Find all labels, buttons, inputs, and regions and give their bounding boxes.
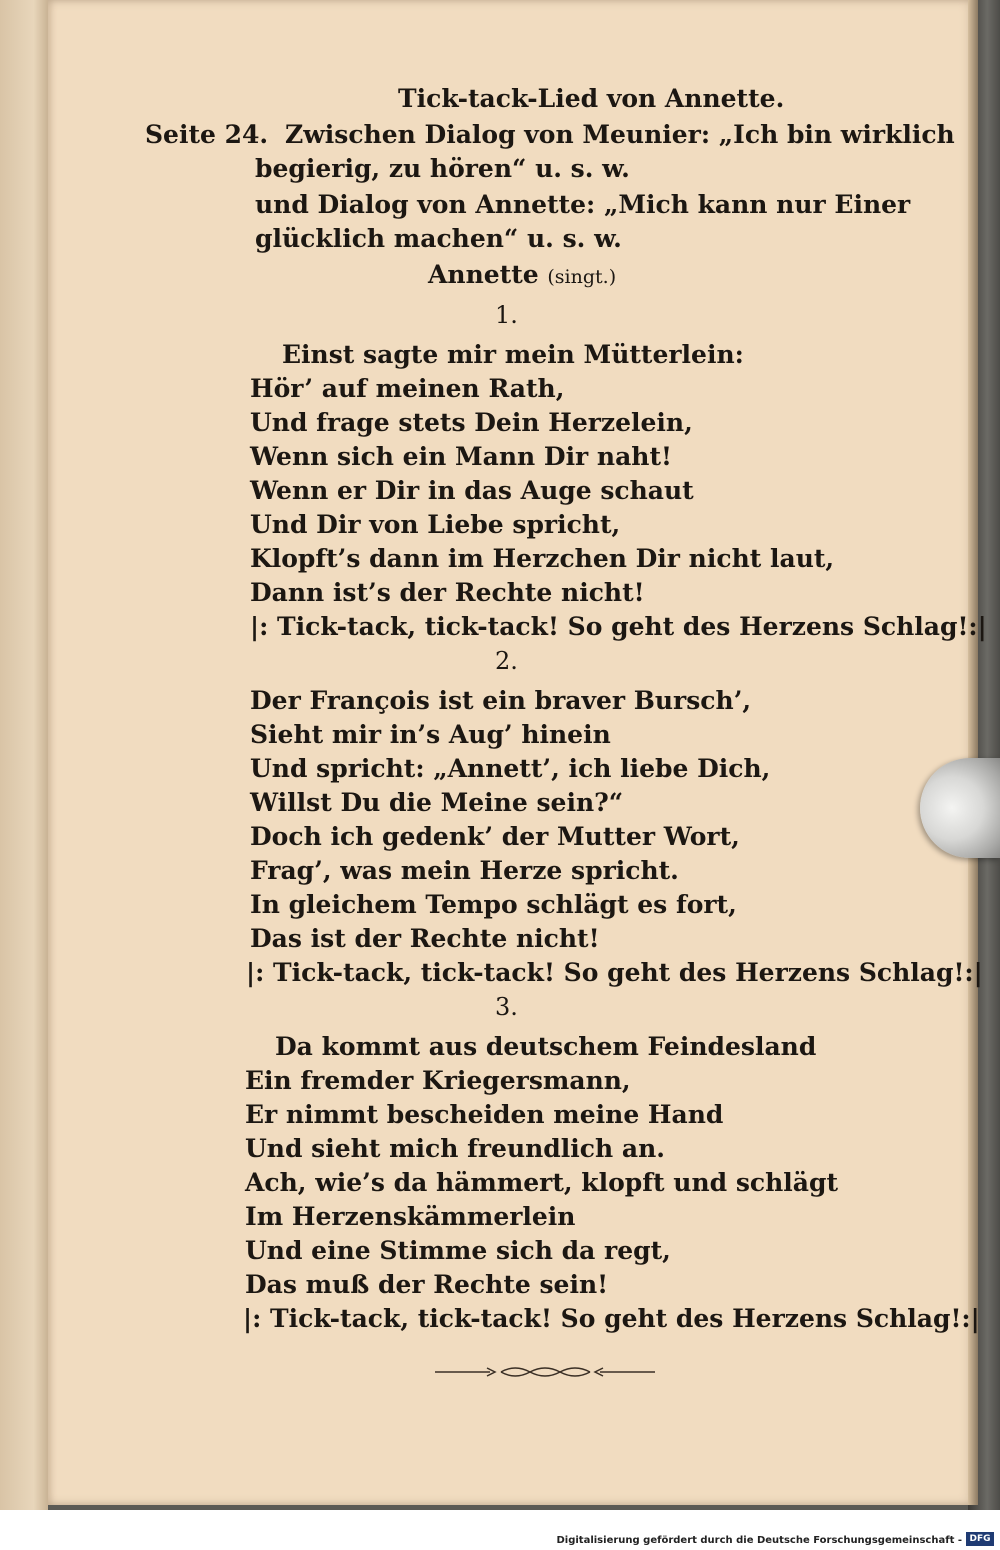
verse-line: Und Dir von Liebe spricht, — [250, 510, 621, 539]
stanza-number: 3. — [495, 993, 518, 1021]
verse-line: Und sieht mich freundlich an. — [245, 1134, 665, 1163]
verse-line: Klopft’s dann im Herzchen Dir nicht laut, — [250, 544, 835, 573]
left-page-edge — [0, 0, 48, 1510]
reference-line-2: begierig, zu hören“ u. s. w. — [255, 154, 630, 183]
verse-line: Und spricht: „Annett’, ich liebe Dich, — [250, 754, 771, 783]
stanza-number: 2. — [495, 647, 518, 675]
verse-line: Das muß der Rechte sein! — [245, 1270, 609, 1299]
verse-line: Und frage stets Dein Herzelein, — [250, 408, 693, 437]
verse-line: Dann ist’s der Rechte nicht! — [250, 578, 645, 607]
page-title: Tick-tack-Lied von Annette. — [398, 84, 785, 113]
verse-line: Frag’, was mein Herze spricht. — [250, 856, 679, 885]
footer-credit: Digitalisierung gefördert durch die Deutsche Forschungsgemeinschaft - — [556, 1535, 962, 1546]
reference-line-3: und Dialog von Annette: „Mich kann nur Einer — [255, 190, 911, 219]
verse-line: Einst sagte mir mein Mütterlein: — [282, 340, 744, 369]
verse-line: Sieht mir in’s Aug’ hinein — [250, 720, 611, 749]
speaker-name: Annette — [428, 260, 539, 289]
stanza-number: 1. — [495, 301, 518, 329]
verse-line: Doch ich gedenk’ der Mutter Wort, — [250, 822, 740, 851]
dfg-logo: DFG — [966, 1532, 994, 1546]
verse-line: Willst Du die Meine sein?“ — [250, 788, 624, 817]
verse-line: Da kommt aus deutschem Feindesland — [275, 1032, 817, 1061]
verse-line: Und eine Stimme sich da regt, — [245, 1236, 671, 1265]
verse-line: Im Herzenskämmerlein — [245, 1202, 576, 1231]
reference-line-1: Zwischen Dialog von Meunier: „Ich bin wirklich — [285, 120, 955, 149]
verse-line: Das ist der Rechte nicht! — [250, 924, 600, 953]
verse-line: Ein fremder Kriegersmann, — [245, 1066, 631, 1095]
right-page-edge — [968, 0, 1000, 1510]
refrain-line: |: Tick-tack, tick-tack! So geht des Herzens Schlag!:| — [250, 612, 987, 641]
refrain-line: |: Tick-tack, tick-tack! So geht des Herzens Schlag!:| — [246, 958, 983, 987]
verse-line: Hör’ auf meinen Rath, — [250, 374, 565, 403]
page-reference-label: Seite 24. — [145, 120, 269, 149]
verse-line: Wenn sich ein Mann Dir naht! — [250, 442, 673, 471]
verse-line: Er nimmt bescheiden meine Hand — [245, 1100, 724, 1129]
refrain-line: |: Tick-tack, tick-tack! So geht des Herzens Schlag!:| — [243, 1304, 980, 1333]
stage-direction: (singt.) — [547, 266, 617, 288]
verse-line: Wenn er Dir in das Auge schaut — [250, 476, 694, 505]
ornament-divider — [435, 1362, 655, 1382]
reference-line-4: glücklich machen“ u. s. w. — [255, 224, 622, 253]
verse-line: In gleichem Tempo schlägt es fort, — [250, 890, 737, 919]
speaker-heading — [428, 258, 616, 294]
verse-line: Der François ist ein braver Bursch’, — [250, 686, 752, 715]
verse-line: Ach, wie’s da hämmert, klopft und schlägt — [245, 1168, 839, 1197]
